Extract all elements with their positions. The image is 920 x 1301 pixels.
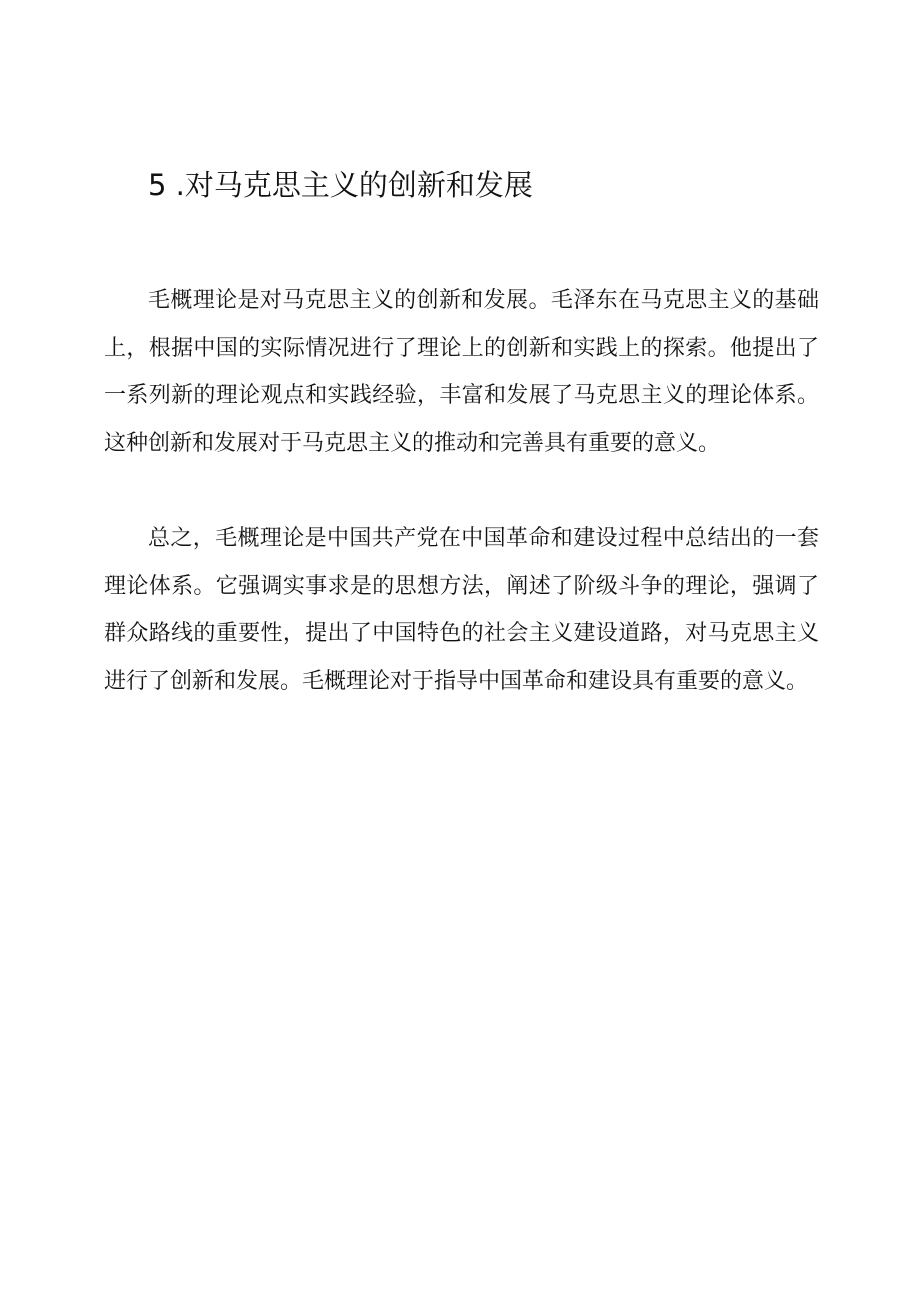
paragraph-summary: 总之，毛概理论是中国共产党在中国革命和建设过程中总结出的一套理论体系。它强调实事求是的思想方法，阐述了阶级斗争的理论，强调了群众路线的重要性，提出了中国特色的社会主义建设道路，对马克思主义进行了创新和发展。毛概理论对于指导中国革命和建设具有重要的意义。: [104, 526, 819, 694]
section-heading: 5 .对马克思主义的创新和发展: [148, 168, 533, 202]
paragraph-innovation: 毛概理论是对马克思主义的创新和发展。毛泽东在马克思主义的基础上，根据中国的实际情况进行了理论上的创新和实践上的探索。他提出了一系列新的理论观点和实践经验，丰富和发展了马克思主义的理论体系。这种创新和发展对于马克思主义的推动和完善具有重要的意义。: [104, 288, 819, 456]
